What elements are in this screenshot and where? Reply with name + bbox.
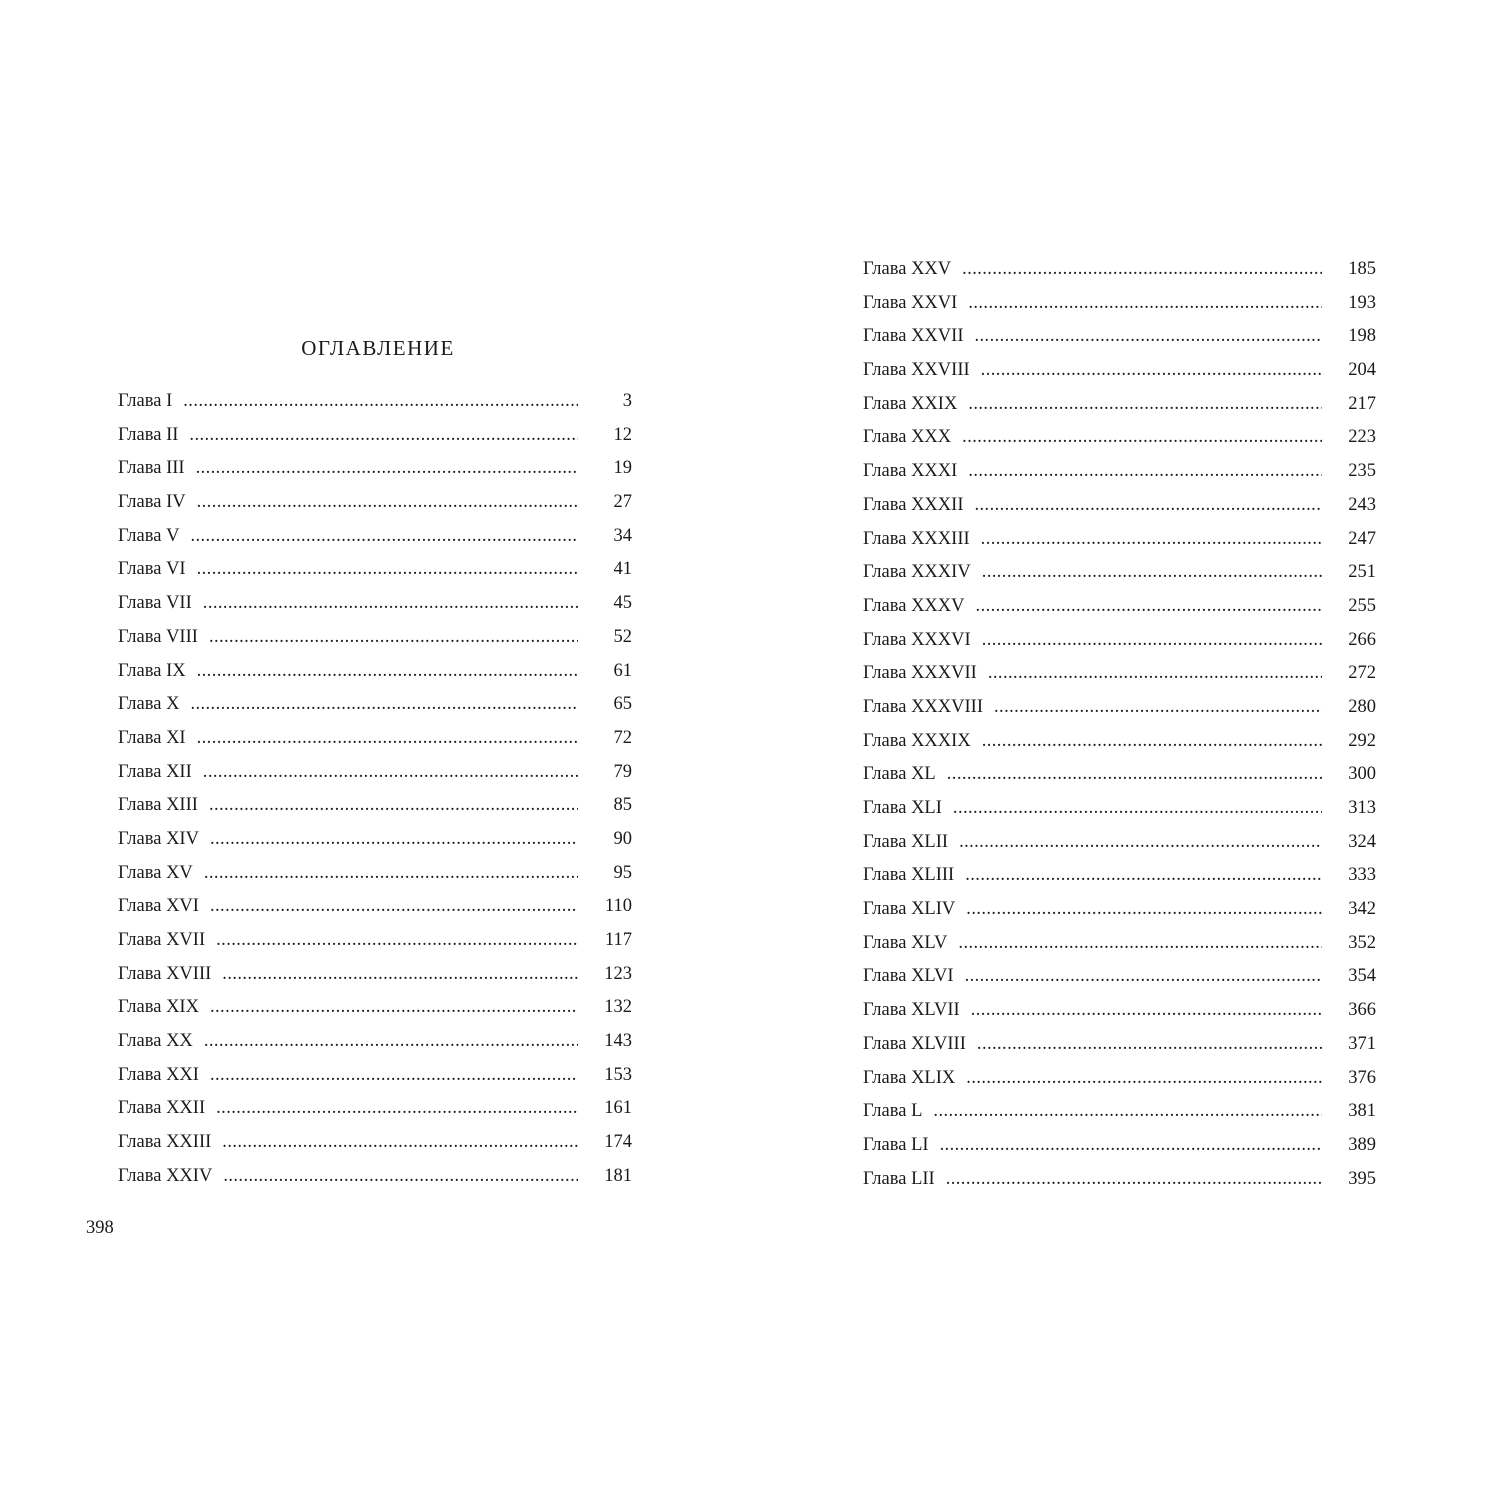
toc-entry[interactable] [863,1163,1376,1197]
toc-entry-leader [863,960,1322,994]
toc-entry-label: Глава XLVIII [863,1034,972,1054]
toc-entry-leader [863,590,1322,624]
toc-entry-leader [118,655,578,689]
toc-entry-page: 255 [1348,595,1376,616]
toc-entry-label: Глава IX [118,661,192,681]
toc-entry-page: 34 [613,525,632,546]
toc-entry-leader [863,792,1322,826]
toc-entry-leader [863,893,1322,927]
toc-entry[interactable] [118,419,632,453]
toc-entry-page: 324 [1348,831,1376,852]
toc-entry[interactable] [863,523,1376,557]
toc-entry-page: 110 [604,896,632,917]
toc-entry[interactable] [118,452,632,486]
toc-entry-label: Глава XII [118,762,198,782]
toc-entry-leader [863,624,1322,658]
toc-entry-page: 90 [613,828,632,849]
toc-entry-leader [118,587,578,621]
toc-entry-leader [863,1163,1322,1197]
toc-entry-leader [118,385,578,419]
toc-entry-leader [118,823,578,857]
toc-entry-label: Глава XXII [118,1098,211,1118]
toc-entry-label: Глава XL [863,764,942,784]
page-number: 398 [86,1218,114,1238]
toc-entry-leader [863,556,1322,590]
toc-entry[interactable] [118,1160,632,1194]
toc-entry-label: Глава XLIV [863,899,961,919]
toc-entry-leader [118,486,578,520]
toc-entry-leader [863,287,1322,321]
toc-entry-label: Глава XLVI [863,966,960,986]
toc-entry[interactable] [863,455,1376,489]
toc-entry[interactable] [118,1059,632,1093]
toc-entry-page: 65 [613,694,632,715]
toc-entry-label: Глава XXXV [863,596,971,616]
toc-entry[interactable] [863,657,1376,691]
toc-entry[interactable] [863,927,1376,961]
toc-entry-label: Глава XXXIII [863,529,976,549]
toc-entry-leader [863,657,1322,691]
toc-entry-page: 174 [604,1132,632,1153]
toc-entry-leader [118,1059,578,1093]
toc-entry-leader [118,621,578,655]
toc-entry-page: 198 [1348,326,1376,347]
toc-entry[interactable] [863,253,1376,287]
toc-entry-label: Глава XVII [118,930,211,950]
toc-entry-label: Глава XXXVIII [863,697,989,717]
toc-entry-page: 132 [604,997,632,1018]
toc-entry-label: Глава XXXIV [863,562,977,582]
toc-entry[interactable] [863,691,1376,725]
toc-entry-leader [863,1062,1322,1096]
toc-entry-leader [118,1092,578,1126]
toc-entry-label: Глава XLVII [863,1000,966,1020]
toc-entry-leader [863,1095,1322,1129]
toc-entry-label: Глава XVIII [118,964,217,984]
toc-entry-page: 143 [604,1031,632,1052]
toc-entry[interactable] [863,1028,1376,1062]
toc-entry[interactable] [863,421,1376,455]
page-title: ОГЛАВЛЕНИЕ [301,336,455,360]
toc-entry-page: 153 [604,1064,632,1085]
toc-entry-leader [863,523,1322,557]
toc-entry[interactable] [863,624,1376,658]
toc-entry-label: Глава XLV [863,933,953,953]
toc-entry-label: Глава III [118,458,191,478]
toc-entry-leader [863,421,1322,455]
toc-entry-label: Глава XXIV [118,1166,218,1186]
toc-entry-page: 45 [613,593,632,614]
toc-entry-label: Глава XXXVI [863,630,977,650]
toc-entry-page: 354 [1348,966,1376,987]
toc-entry-label: Глава XLI [863,798,948,818]
toc-entry-leader [118,1126,578,1160]
toc-entry[interactable] [118,621,632,655]
toc-entry-label: Глава XVI [118,896,205,916]
toc-entry-label: Глава XLIII [863,865,960,885]
toc-entry-label: Глава IV [118,492,192,512]
toc-entry[interactable] [863,287,1376,321]
toc-entry[interactable] [118,823,632,857]
toc-entry-leader [118,1025,578,1059]
toc-entry-label: Глава XV [118,863,199,883]
toc-entry-page: 85 [613,795,632,816]
toc-entry-page: 181 [604,1165,632,1186]
toc-entry[interactable] [118,890,632,924]
toc-entry[interactable] [863,354,1376,388]
toc-entry-label: Глава XIX [118,997,205,1017]
toc-entry-page: 193 [1348,292,1376,313]
toc-entry-label: Глава XIV [118,829,205,849]
toc-entry-label: Глава V [118,526,185,546]
toc-entry-label: Глава XIII [118,795,204,815]
toc-entry-page: 272 [1348,663,1376,684]
toc-entry[interactable] [863,1095,1376,1129]
toc-entry-leader [863,1129,1322,1163]
toc-entry-page: 3 [622,391,632,411]
toc-entry-page: 235 [1348,461,1376,482]
toc-entry-label: Глава XXIII [118,1132,217,1152]
toc-entry-label: Глава XI [118,728,192,748]
toc-entry-label: Глава LII [863,1169,941,1189]
toc-entry[interactable] [118,1025,632,1059]
toc-right-column [863,253,1376,1196]
toc-entry-label: Глава I [118,391,178,411]
toc-entry-page: 79 [613,761,632,782]
toc-entry-label: Глава XXX [863,427,957,447]
toc-entry-leader [863,859,1322,893]
toc-entry[interactable] [863,960,1376,994]
toc-entry[interactable] [118,1092,632,1126]
toc-entry-page: 185 [1348,259,1376,279]
toc-entry-leader [863,253,1322,287]
toc-entry-page: 95 [613,862,632,883]
toc-entry-page: 72 [613,727,632,748]
toc-entry-leader [863,758,1322,792]
toc-entry-page: 251 [1348,562,1376,583]
toc-entry[interactable] [863,758,1376,792]
toc-entry-label: Глава VI [118,559,192,579]
toc-entry-leader [118,789,578,823]
toc-entry-page: 247 [1348,528,1376,549]
toc-entry-label: Глава XXVII [863,326,969,346]
toc-entry-page: 376 [1348,1067,1376,1088]
toc-entry-leader [863,826,1322,860]
toc-entry[interactable] [863,556,1376,590]
toc-entry[interactable] [118,857,632,891]
toc-entry-leader [118,958,578,992]
toc-entry-leader [863,320,1322,354]
toc-entry-leader [863,994,1322,1028]
toc-entry-leader [863,691,1322,725]
toc-entry-leader [863,725,1322,759]
toc-entry-page: 389 [1348,1134,1376,1155]
toc-entry-label: Глава VII [118,593,198,613]
toc-entry-label: Глава LI [863,1135,935,1155]
toc-entry-leader [118,1160,578,1194]
toc-entry-page: 117 [604,930,632,950]
toc-entry[interactable] [118,991,632,1025]
toc-entry-label: Глава XXVIII [863,360,976,380]
toc-entry-page: 161 [604,1098,632,1119]
toc-left-column [118,385,632,1194]
toc-entry-label: Глава XXXI [863,461,963,481]
toc-entry-leader [863,1028,1322,1062]
toc-entry[interactable] [118,587,632,621]
toc-entry-leader [863,455,1322,489]
toc-entry-leader [118,991,578,1025]
toc-entry[interactable] [863,792,1376,826]
toc-entry-page: 342 [1348,899,1376,920]
toc-entry[interactable] [863,994,1376,1028]
toc-entry-label: Глава II [118,425,184,445]
toc-entry[interactable] [863,1129,1376,1163]
toc-entry-leader [863,388,1322,422]
toc-entry-leader [118,857,578,891]
toc-entry-label: Глава XXV [863,259,957,279]
toc-entry[interactable] [118,958,632,992]
toc-entry-leader [118,452,578,486]
toc-entry[interactable] [118,486,632,520]
toc-entry-label: Глава XX [118,1031,199,1051]
toc-entry-leader [118,520,578,554]
toc-entry-leader [118,553,578,587]
toc-entry-leader [118,722,578,756]
toc-entry-page: 371 [1348,1033,1376,1054]
toc-entry-page: 19 [613,458,632,479]
toc-entry-label: Глава XLIX [863,1068,961,1088]
toc-entry[interactable] [118,385,632,419]
toc-entry-page: 204 [1348,360,1376,381]
toc-entry[interactable] [118,688,632,722]
toc-entry-leader [863,354,1322,388]
toc-entry-label: Глава L [863,1101,928,1121]
toc-entry-page: 223 [1348,427,1376,448]
toc-entry-label: Глава XXVI [863,293,963,313]
toc-entry[interactable] [118,553,632,587]
toc-entry[interactable] [863,859,1376,893]
toc-entry-label: Глава XLII [863,832,954,852]
toc-entry-page: 366 [1348,1000,1376,1021]
toc-entry-leader [118,756,578,790]
toc-entry-label: Глава XXXIX [863,731,977,751]
toc-entry-page: 292 [1348,730,1376,751]
toc-entry-page: 123 [604,963,632,984]
toc-entry[interactable] [118,1126,632,1160]
toc-entry-label: Глава X [118,694,185,714]
toc-entry-page: 12 [613,424,632,445]
toc-entry[interactable] [118,756,632,790]
toc-entry-leader [118,924,578,958]
toc-entry-label: Глава XXXII [863,495,969,515]
toc-entry-label: Глава XXIX [863,394,963,414]
toc-entry-leader [118,688,578,722]
toc-entry-page: 266 [1348,629,1376,650]
toc-entry[interactable] [118,722,632,756]
toc-entry[interactable] [118,655,632,689]
toc-entry[interactable] [863,320,1376,354]
toc-entry-leader [118,890,578,924]
toc-entry-page: 217 [1348,393,1376,414]
toc-entry-page: 395 [1348,1168,1376,1189]
toc-entry[interactable] [118,924,632,958]
toc-entry[interactable] [863,893,1376,927]
toc-entry-page: 27 [613,492,632,513]
toc-entry-page: 280 [1348,696,1376,717]
toc-entry[interactable] [863,1062,1376,1096]
toc-entry-page: 313 [1348,798,1376,818]
toc-entry-label: Глава VIII [118,627,204,647]
toc-entry-page: 333 [1348,865,1376,886]
toc-entry-page: 41 [613,559,632,580]
toc-entry-label: Глава XXI [118,1065,205,1085]
toc-entry-leader [863,927,1322,961]
toc-entry-page: 381 [1348,1101,1376,1122]
toc-entry[interactable] [863,826,1376,860]
toc-entry[interactable] [863,725,1376,759]
toc-entry-page: 300 [1348,764,1376,785]
toc-entry-page: 52 [613,626,632,647]
toc-entry[interactable] [863,388,1376,422]
toc-entry[interactable] [863,590,1376,624]
toc-entry[interactable] [118,520,632,554]
toc-entry-page: 352 [1348,932,1376,953]
toc-entry-page: 243 [1348,494,1376,515]
toc-entry-page: 61 [613,660,632,681]
toc-entry-label: Глава XXXVII [863,663,983,683]
toc-entry[interactable] [118,789,632,823]
toc-entry-leader [863,489,1322,523]
toc-entry-leader [118,419,578,453]
toc-entry[interactable] [863,489,1376,523]
